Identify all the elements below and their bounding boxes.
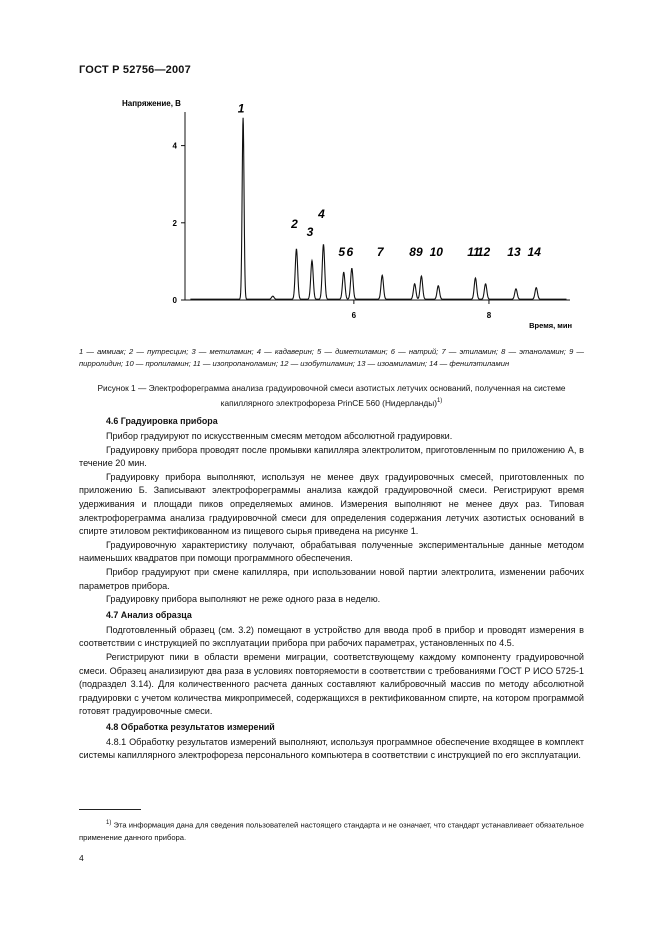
legend-item: 8 — этаноламин; [501, 347, 570, 356]
legend-item: 12 — изобутиламин; [280, 359, 357, 368]
footnote: $^{1)}$ Эта информация дана для сведения пользователей настоящего стандарта и не означает, что стандарт устанавливает обязательное применение данного прибора. [79, 820, 584, 842]
peak-label: 8 [409, 245, 416, 259]
legend-item: 6 — натрий; [390, 347, 442, 356]
peak-label: 2 [291, 217, 298, 231]
paragraph: Градуировку прибора выполняют не реже одного раза в неделю. [106, 594, 381, 605]
document-header: ГОСТ Р 52756—2007 [79, 64, 191, 76]
legend-item: 14 — фенилэтиламин [429, 359, 510, 368]
paragraph: Градуировку прибора проводят после промывки капилляра электролитом, приготовленным по приложению А, в течение 20 мин. [79, 444, 584, 469]
legend-item: 3 — метиламин; [191, 347, 257, 356]
legend-item: 10 — пропиламин; [125, 359, 193, 368]
legend-item: 13 — изоамиламин; [356, 359, 430, 368]
peak-label: 4 [318, 207, 325, 221]
legend-item: 5 — диметиламин; [317, 347, 391, 356]
paragraph: Регистрируют пики в области времени миграции, соответствующему каждому компоненту градуировочной смеси. Образец анализируют два раза в условиях повторяемости в соответствии с требованиями ГОСТ Р ИСО 5725-1 (подраздел 3.14). Для количественного расчета данных составляют калибровочный массив по методу абсолютной градуировки с учетом количества микропримесей, содержащихся в ректификованном спирте, на котором программой готовят градуировочные смеси. [79, 651, 584, 717]
section-title-4-8: 4.8 Обработка результатов измерений [106, 721, 275, 732]
section-title-4-6: 4.6 Градуировка прибора [106, 416, 218, 426]
paragraph: Прибор градуируют при смене капилляра, при использовании новой партии электролита, изменении рабочих параметров прибора. [79, 566, 584, 591]
peak-label: 11 [467, 245, 480, 259]
x-axis-label: Время, мин [529, 321, 572, 330]
paragraph: Градуировку прибора выполняют, используя не менее двух градуировочных смесей, приготовленных по приложению Б. Записывают электрофореграммы анализа каждой градуировочной смеси. Регистрируют время удерживания и площади пиков определяемых аминов. Измерения выполняют не менее двух раз. Типовая электрофореграмма анализа градуировочной смеси для определения содержания летучих азотистых оснований в спирте этиловом ректификованном из пищевого сырья приведена на рисунке 1. [79, 471, 584, 537]
section-title-4-7: 4.7 Анализ образца [106, 609, 192, 620]
paragraph: Подготовленный образец (см. 3.2) помещают в устройство для ввода проб в прибор и проводят измерения в соответствии с инструкцией по эксплуатации прибора при рабочих параметрах, установленных по 4.5. [79, 624, 584, 649]
peak-label: 10 [429, 245, 443, 259]
peak-label: 12 [476, 245, 491, 259]
peak-label: 3 [306, 225, 314, 239]
electropherogram-chart [122, 92, 580, 337]
peak-label: 13 [507, 245, 521, 259]
y-tick-label: 0 [172, 296, 177, 305]
signal-trace [190, 118, 566, 299]
peak-label: 9 [416, 245, 423, 259]
body-text [79, 413, 584, 763]
legend-item: 4 — кадаверин; [256, 347, 318, 356]
figure-legend [79, 346, 584, 370]
x-tick-label: 6 [351, 311, 357, 320]
peak-label: 7 [376, 245, 384, 259]
x-tick-label: 8 [486, 311, 492, 320]
paragraph: Прибор градуируют по искусственным смесям методом абсолютной градуировки. [106, 431, 453, 441]
paragraph: 4.8.1 Обработку результатов измерений выполняют, используя программное обеспечение входящее в комплект системы капиллярного электрофореза персонального компьютера в соответствии с инструкцией по его эксплуатации. [79, 736, 584, 761]
footnote-separator [79, 809, 141, 810]
peak-label: 6 [346, 245, 354, 259]
peak-label: 1 [237, 101, 245, 116]
peak-label: 14 [527, 245, 541, 259]
peak-label: 5 [338, 245, 346, 259]
y-tick-label: 4 [172, 141, 177, 151]
legend-item: 11 — изопропаноламин; [192, 359, 281, 368]
legend-item: 2 — путресцин; [129, 347, 192, 356]
figure-caption: Рисунок 1 — Электрофореграмма анализа градуировочной смеси азотистых летучих оснований, полученная на системе капиллярного электрофореза PrinCE 560 (Нидерланды)$^{1)}$ [97, 383, 566, 408]
page-number: 4 [79, 853, 84, 863]
paragraph: Градуировочную характеристику получают, обрабатывая полученные экспериментальные данные методом наименьших квадратов при помощи программного обеспечения. [79, 539, 584, 564]
legend-item: 1 — аммиак; [79, 347, 129, 356]
legend-item: 7 — этиламин; [441, 347, 502, 356]
y-axis-label: Напряжение, В [122, 99, 181, 108]
legend-item: 9 — пирролидин; [79, 347, 585, 368]
y-tick-label: 2 [172, 218, 177, 228]
